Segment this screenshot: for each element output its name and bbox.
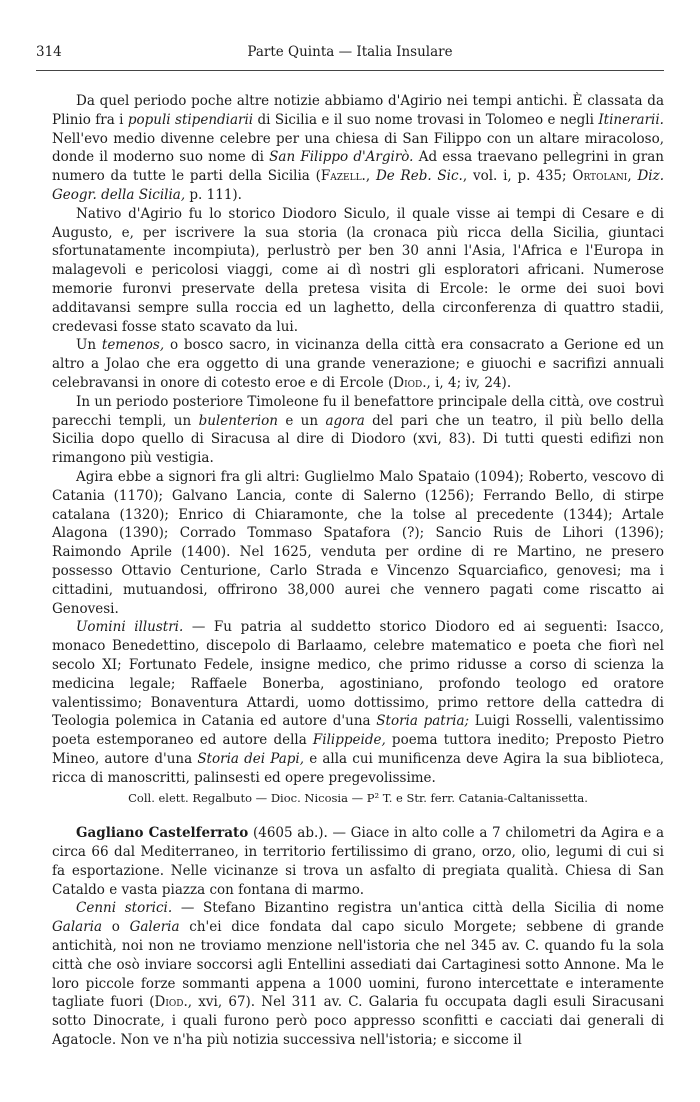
header-rule bbox=[36, 70, 664, 71]
page-body bbox=[52, 92, 664, 1050]
page-header bbox=[36, 42, 664, 62]
paragraph-diodoro: Nativo d'Agirio fu lo storico Diodoro Siculo, il quale visse ai tempi di Cesare e di Augusto, e, per iscrivere la sua storia (la cronaca più ricca della Sicilia, giuntaci sfortunatamente incompiuta), perlustrò per ben 30 anni l'Asia, l'Africa e l'Europa in malagevoli e pericolosi viaggi, come ai dì nostri gli esploratori africani. Numerose memorie furonvi preservate della pretesa visita di Ercole: le orme dei suoi bovi additavansi sempre sulla roccia ed un laghetto, della circonferenza di quattro stadii, credevasi fosse stato scavato da lui. bbox=[52, 205, 664, 335]
collegio-note: Coll. elett. Regalbuto — Dioc. Nicosia — P² T. e Str. ferr. Catania-Caltanissetta. bbox=[128, 791, 588, 806]
section-gap bbox=[52, 808, 664, 824]
page-number: 314 bbox=[36, 44, 62, 60]
paragraph-timoleone: In un periodo posteriore Timoleone fu il benefattore principale della città, ove costruì parecchi templi, un bulenterion e un agora del pari che un teatro, il più bello della Sicilia dopo quello di Siracusa al dire di Diodoro (xvi, 83). Di tutti questi edifizi non rimangono più vestigia. bbox=[52, 393, 664, 467]
running-title: Parte Quinta — Italia Insulare bbox=[247, 44, 453, 60]
paragraph-uomini-illustri: Uomini illustri. — Fu patria al suddetto storico Diodoro ed ai seguenti: Isacco, monaco Benedettino, discepolo di Barlaamo, celebre matematico e poeta che fiorì nel secolo XI; Fortunato Fedele, insigne medico, che primo ridusse a corso di scienza la medicina legale; Raffaele Bonerba, agostiniano, profondo teologo ed oratore valentissimo; Bonaventura Attardi, uomo dottissimo, primo rettore della cattedra di Teologia polemica in Catania ed autore d'una Storia patria; Luigi Rosselli, valentissimo poeta estemporaneo ed autore della Filippeide, poema tuttora inedito; Preposto Pietro Mineo, autore d'una Storia dei Papi, e alla cui munificenza deve Agira la sua biblioteca, ricca di manoscritti, palinsesti ed opere pregevolissime. bbox=[52, 619, 664, 786]
paragraph-temenos: Un temenos, o bosco sacro, in vicinanza della città era consacrato a Gerione ed un altro a Jolao che era oggetto di una grande venerazione; e giuochi e sacrifizi annuali celebravansi in onore di cotesto eroe e di Ercole (Diod., i, 4; iv, 24). bbox=[52, 337, 664, 391]
paragraph-signori: Agira ebbe a signori fra gli altri: Guglielmo Malo Spataio (1094); Roberto, vescovo di Catania (1170); Galvano Lancia, conte di Salerno (1256); Ferrando Bello, di stirpe catalana (1320); Enrico di Chiaramonte, che la tolse al precedente (1344); Artale Alagona (1390); Corrado Tommaso Spatafora (?); Sancio Ruis de Lihori (1396); Raimondo Aprile (1400). Nel 1625, venduta per ordine di re Martino, ne presero possesso Ottavio Centurione, Carlo Strada e Vincenzo Squarciafico, genovesi; ma i cittadini, mutuandosi, offrirono 38,000 aurei che vennero pagati come riscatto ai Genovesi. bbox=[52, 468, 664, 617]
paragraph-agirio-antichita: Da quel periodo poche altre notizie abbiamo d'Agirio nei tempi antichi. È classata da Plinio fra i populi stipendiarii di Sicilia e il suo nome trovasi in Tolomeo e negli Itinerarii. Nell'evo medio divenne celebre per una chiesa di San Filippo con un altare miracoloso, donde il moderno suo nome di San Filippo d'Argirò. Ad essa traevano pellegrini in gran numero da tutte le parti della Sicilia (Fazell., De Reb. Sic., vol. i, p. 435; Ortolani, Diz. Geogr. della Sicilia, p. 111). bbox=[52, 93, 664, 203]
paragraph-cenni-storici: Cenni storici. — Stefano Bizantino registra un'antica città della Sicilia di nome Galaria o Galeria ch'ei dice fondata dal capo siculo Morgete; sebbene di grande antichità, noi non ne troviamo menzione nell'istoria che nel 345 av. C. quando fu la sola città che osò inviare soccorsi agli Entellini assediati dai Cartaginesi sotto Annone. Ma le loro piccole forze sommanti appena a 1000 uomini, furono intercettate e interamente tagliate fuori (Diod., xvi, 67). Nel 311 av. C. Galaria fu occupata dagli esuli Siracusani sotto Dinocrate, i quali furono però poco appresso sconfitti e cacciati dai generali di Agatocle. Non ve n'ha più notizia successiva nell'istoria; e siccome il bbox=[52, 900, 665, 1049]
entry-heading: Gagliano Castelferrato bbox=[76, 825, 249, 842]
paragraph-gagliano: Gagliano Castelferrato (4605 ab.). — Giace in alto colle a 7 chilometri da Agira e a circa 66 dal Mediterraneo, in territorio fertilissimo di grano, orzo, olio, legumi di cui si fa esportazione. Nelle vicinanze si trova un asfalto di pregiata qualità. Chiesa di San Cataldo e vasta piazza con fontana di marmo. bbox=[52, 825, 664, 898]
